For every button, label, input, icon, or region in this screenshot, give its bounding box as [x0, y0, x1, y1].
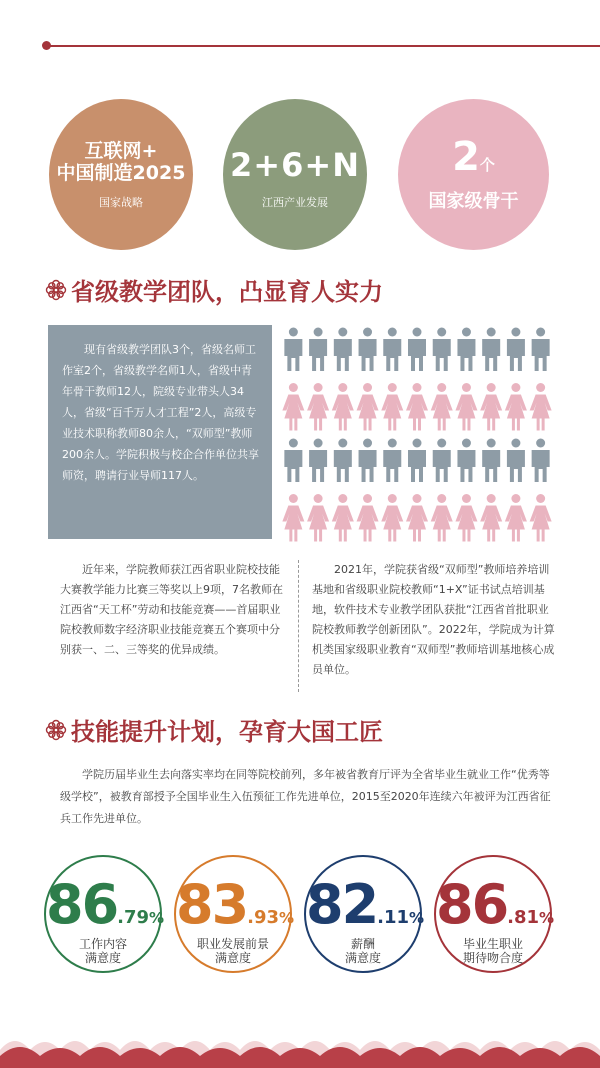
- stat-dec: .93: [247, 907, 280, 928]
- female-person-icon: [431, 494, 453, 542]
- employment-intro: 学院历届毕业生去向落实率均在同等院校前列，多年被省教育厅评为全省毕业生就业工作“优秀等级学校”，被教育部授予全国毕业生入伍预征工作先进单位，2015至2020年连续六年被评为江西省征兵工作先进单位。: [60, 768, 551, 825]
- stat-career-prospect: [174, 855, 295, 973]
- female-person-icon: [357, 494, 379, 542]
- male-person-icon: [359, 439, 377, 483]
- flower-icon: [45, 719, 67, 741]
- strategy-line1: 互联网+: [84, 139, 158, 162]
- female-person-icon: [455, 494, 477, 542]
- male-person-icon: [408, 439, 426, 483]
- flower-icon: [45, 279, 67, 301]
- male-person-icon: [433, 439, 451, 483]
- female-person-icon: [357, 383, 379, 431]
- female-person-icon: [332, 494, 354, 542]
- strategy-sub: 国家战略: [99, 195, 143, 209]
- female-person-icon: [480, 383, 502, 431]
- male-person-icon: [383, 328, 401, 372]
- awards-paragraph: 近年来，学院教师获江西省职业院校技能大赛教学能力比赛三等奖以上9项，7名教师在江西省“天工杯”劳动和技能竞赛——首届职业院校教师数字经济职业技能竞赛五个赛项中分别获一、二、三等奖的优异成绩。: [60, 563, 283, 656]
- female-person-icon: [530, 383, 552, 431]
- stat-pct: %: [279, 909, 295, 927]
- female-person-icon: [282, 383, 304, 431]
- stat-label: 工作内容 满意度: [78, 937, 127, 965]
- strategy-line2: 中国制造2025: [56, 161, 186, 184]
- male-person-icon: [532, 328, 550, 372]
- female-person-icon: [381, 383, 403, 431]
- stat-int: 86: [46, 873, 118, 936]
- bottom-wave-decoration: [0, 1020, 600, 1068]
- section2-heading: [45, 712, 383, 747]
- stat-label: 毕业生职业 期待吻合度: [462, 937, 523, 965]
- section1-heading: [45, 272, 383, 307]
- female-person-icon: [307, 494, 329, 542]
- stat-pct: %: [409, 909, 425, 927]
- backbone-unit: 个: [479, 155, 495, 174]
- top-divider-dot: [42, 41, 51, 50]
- male-person-icon: [309, 328, 327, 372]
- section1-title: 省级教学团队，凸显育人实力: [71, 278, 383, 306]
- male-person-icon: [457, 439, 475, 483]
- female-person-icon: [505, 494, 527, 542]
- male-person-icon: [507, 439, 525, 483]
- stat-label: 薪酬 满意度: [344, 937, 381, 965]
- male-person-icon: [507, 328, 525, 372]
- female-person-icon: [406, 383, 428, 431]
- stat-dec: .81: [507, 907, 540, 928]
- female-person-icon: [381, 494, 403, 542]
- male-person-icon: [383, 439, 401, 483]
- male-person-icon: [284, 328, 302, 372]
- backbone-num: 2: [452, 133, 480, 180]
- male-person-icon: [359, 328, 377, 372]
- stat-expectation-match: [434, 855, 555, 973]
- stat-pct: %: [539, 909, 555, 927]
- industry-sub: 江西产业发展: [262, 195, 328, 209]
- section2-title: 技能提升计划，孕育大国工匠: [71, 718, 383, 746]
- industry-big: 2+6+N: [230, 145, 360, 184]
- male-person-icon: [482, 439, 500, 483]
- male-person-icon: [309, 439, 327, 483]
- male-person-icon: [433, 328, 451, 372]
- male-person-icon: [408, 328, 426, 372]
- stat-work-content: [44, 855, 165, 973]
- industry-circle: [223, 99, 367, 250]
- column-divider: [298, 560, 299, 692]
- female-person-icon: [332, 383, 354, 431]
- stat-int: 86: [436, 873, 508, 936]
- stat-int: 83: [176, 873, 248, 936]
- female-person-icon: [480, 494, 502, 542]
- people-pictogram: [281, 323, 553, 545]
- team-summary-box: 现有省级教学团队3个，省级名师工作室2个，省级教学名师1人，省级中青年骨干教师12人，院级专业带头人34人，省级“百千万人才工程”2人，高级专业技术职称教师80余人，“双师型”教师200余人。学院积极与校企合作单位共享师资，聘请行业导师117人。: [48, 325, 272, 539]
- male-person-icon: [457, 328, 475, 372]
- stat-int: 82: [306, 873, 378, 936]
- male-person-icon: [532, 439, 550, 483]
- male-person-icon: [482, 328, 500, 372]
- stat-dec: .79: [117, 907, 150, 928]
- top-divider-line: [46, 45, 600, 47]
- backbone-sub: 国家级骨干: [428, 190, 519, 212]
- male-person-icon: [284, 439, 302, 483]
- male-person-icon: [334, 439, 352, 483]
- female-person-icon: [505, 383, 527, 431]
- stat-dec: .11: [377, 907, 410, 928]
- female-person-icon: [406, 494, 428, 542]
- female-person-icon: [307, 383, 329, 431]
- female-person-icon: [431, 383, 453, 431]
- stat-salary: [304, 855, 425, 973]
- backbone-circle: [398, 99, 549, 250]
- stat-pct: %: [149, 909, 165, 927]
- base-paragraph: 2021年，学院获省级“双师型”教师培养培训基地和省级职业院校教师“1+X”证书试点培训基地，软件技术专业教学团队获批“江西省首批职业院校教师教学创新团队”。2022年，学院成为计算机类国家级职业教育“双师型”教师培训基地核心成员单位。: [312, 563, 555, 676]
- strategy-circle: [49, 99, 193, 250]
- female-person-icon: [530, 494, 552, 542]
- female-person-icon: [455, 383, 477, 431]
- stat-label: 职业发展前景 满意度: [196, 937, 269, 965]
- male-person-icon: [334, 328, 352, 372]
- female-person-icon: [282, 494, 304, 542]
